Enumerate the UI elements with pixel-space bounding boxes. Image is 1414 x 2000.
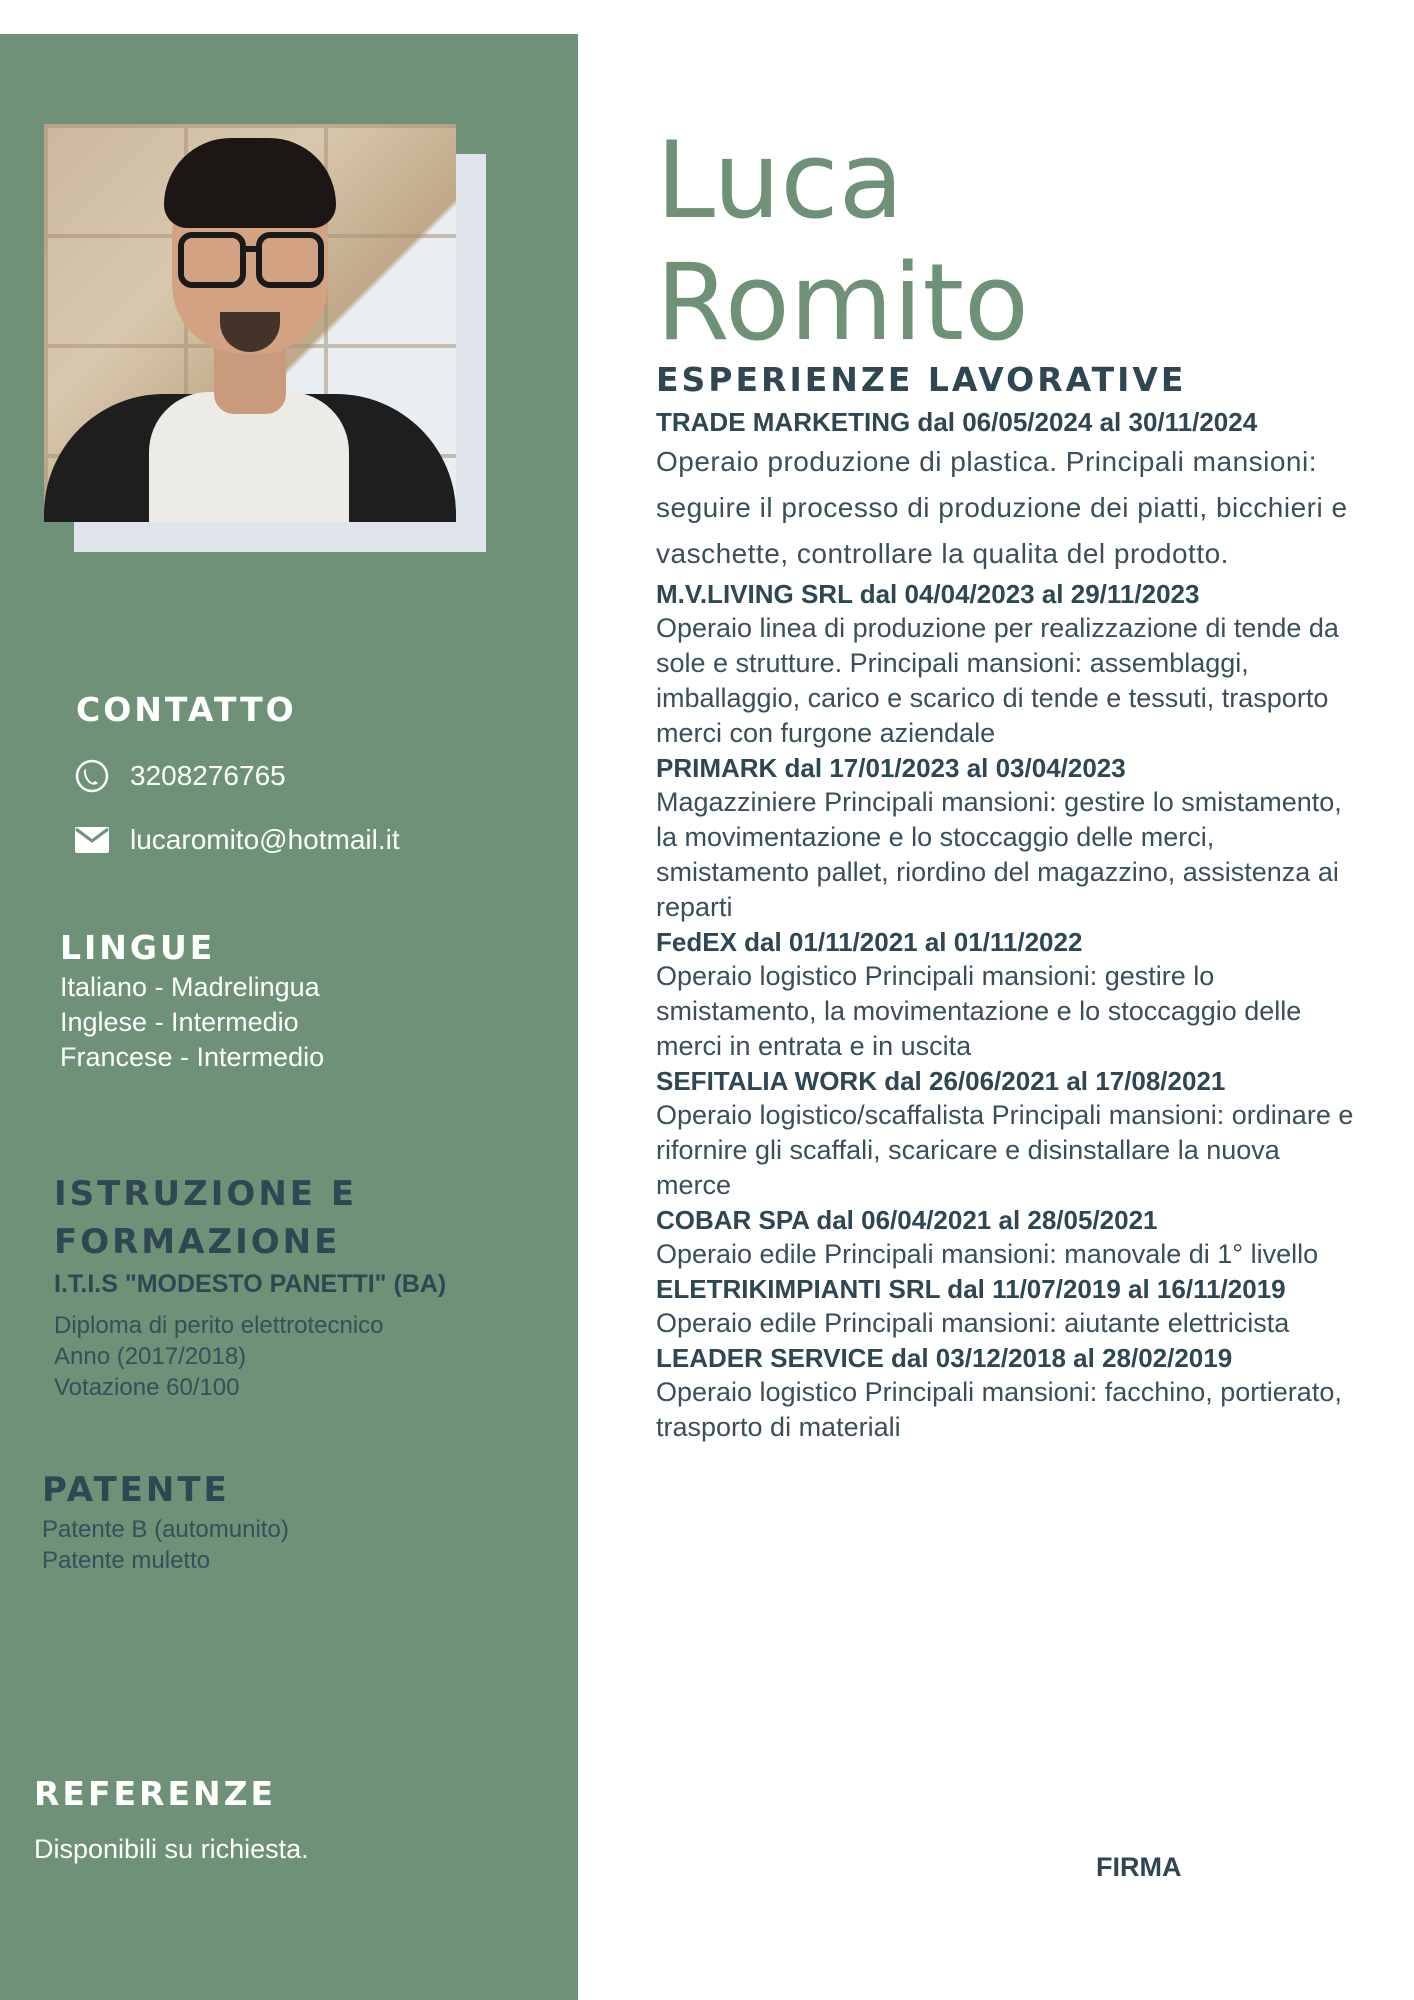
job-description: Magazziniere Principali mansioni: gestire lo smistamento, la movimentazione e lo stoccaggio delle merci, smistamento pallet, riordino del magazzino, assistenza ai reparti bbox=[656, 787, 1342, 922]
job-description: Operaio logistico Principali mansioni: gestire lo smistamento, la movimentazione e lo stoccaggio delle merci in entrata e in uscita bbox=[656, 961, 1302, 1061]
job-title: SEFITALIA WORK dal 26/06/2021 al 17/08/2021 bbox=[656, 1066, 1226, 1096]
language-item: Inglese - Intermedio bbox=[60, 1007, 299, 1037]
signature-label: FIRMA bbox=[1096, 1852, 1182, 1882]
job-entry bbox=[656, 925, 1356, 1064]
profile-photo bbox=[44, 124, 456, 522]
languages-title: LINGUE bbox=[60, 928, 216, 967]
license-item: Patente B (automunito) bbox=[42, 1516, 289, 1543]
education-title-line1: ISTRUZIONE E bbox=[54, 1174, 358, 1214]
job-entry bbox=[656, 577, 1356, 751]
job-entry bbox=[656, 1064, 1356, 1203]
job-title: PRIMARK dal 17/01/2023 al 03/04/2023 bbox=[656, 753, 1126, 783]
last-name: Romito bbox=[656, 241, 1029, 364]
experience-title: ESPERIENZE LAVORATIVE bbox=[656, 360, 1187, 399]
job-title: COBAR SPA dal 06/04/2021 al 28/05/2021 bbox=[656, 1205, 1158, 1235]
first-name: Luca bbox=[656, 119, 904, 242]
education-title-line2: FORMAZIONE bbox=[54, 1222, 341, 1262]
job-entry bbox=[656, 751, 1356, 925]
job-description: Operaio logistico/scaffalista Principali mansioni: ordinare e rifornire gli scaffali, scaricare e disinstallare la nuova merce bbox=[656, 1100, 1354, 1200]
license-title: PATENTE bbox=[42, 1470, 230, 1510]
job-description: Operaio edile Principali mansioni: aiutante elettricista bbox=[656, 1308, 1290, 1338]
education-details bbox=[54, 1310, 384, 1403]
references-title: REFERENZE bbox=[34, 1774, 277, 1813]
contact-email-row bbox=[74, 822, 400, 858]
email-address[interactable]: lucaromito@hotmail.it bbox=[130, 824, 400, 855]
language-item: Italiano - Madrelingua bbox=[60, 972, 320, 1002]
education-school: I.T.I.S "MODESTO PANETTI" (BA) bbox=[54, 1270, 447, 1298]
license-list bbox=[42, 1514, 289, 1576]
experience-section bbox=[656, 360, 1356, 1445]
license-item: Patente muletto bbox=[42, 1547, 211, 1574]
job-entry bbox=[656, 1203, 1356, 1272]
phone-number[interactable]: 3208276765 bbox=[130, 760, 286, 791]
job-title: FedEX dal 01/11/2021 al 01/11/2022 bbox=[656, 927, 1083, 957]
references-text: Disponibili su richiesta. bbox=[34, 1834, 309, 1864]
languages-list bbox=[60, 970, 324, 1075]
phone-icon bbox=[74, 758, 110, 794]
job-description: Operaio produzione di plastica. Principali mansioni: seguire il processo di produzione dei piatti, bicchieri e vaschette, controllare la qualita del prodotto. bbox=[656, 446, 1348, 569]
job-entry bbox=[656, 1272, 1356, 1341]
job-description: Operaio logistico Principali mansioni: facchino, portierato, trasporto di materiali bbox=[656, 1377, 1342, 1442]
job-description: Operaio linea di produzione per realizzazione di tende da sole e strutture. Principali mansioni: assemblaggi, imballaggio, carico e scarico di tende e tessuti, trasporto merci con furgone aziendale bbox=[656, 613, 1339, 748]
job-entry bbox=[656, 1341, 1356, 1445]
job-title: TRADE MARKETING dal 06/05/2024 al 30/11/2024 bbox=[656, 407, 1258, 437]
job-entry bbox=[656, 405, 1356, 577]
contact-phone-row bbox=[74, 758, 286, 794]
candidate-name bbox=[656, 120, 1029, 364]
job-title: ELETRIKIMPIANTI SRL dal 11/07/2019 al 16/11/2019 bbox=[656, 1274, 1286, 1304]
mail-icon bbox=[74, 822, 110, 858]
education-item: Anno (2017/2018) bbox=[54, 1343, 247, 1370]
job-title: LEADER SERVICE dal 03/12/2018 al 28/02/2019 bbox=[656, 1343, 1233, 1373]
education-item: Diploma di perito elettrotecnico bbox=[54, 1312, 384, 1339]
job-title: M.V.LIVING SRL dal 04/04/2023 al 29/11/2023 bbox=[656, 579, 1200, 609]
job-description: Operaio edile Principali mansioni: manovale di 1° livello bbox=[656, 1239, 1319, 1269]
language-item: Francese - Intermedio bbox=[60, 1042, 325, 1072]
contact-title: CONTATTO bbox=[76, 690, 297, 729]
education-item: Votazione 60/100 bbox=[54, 1374, 240, 1401]
